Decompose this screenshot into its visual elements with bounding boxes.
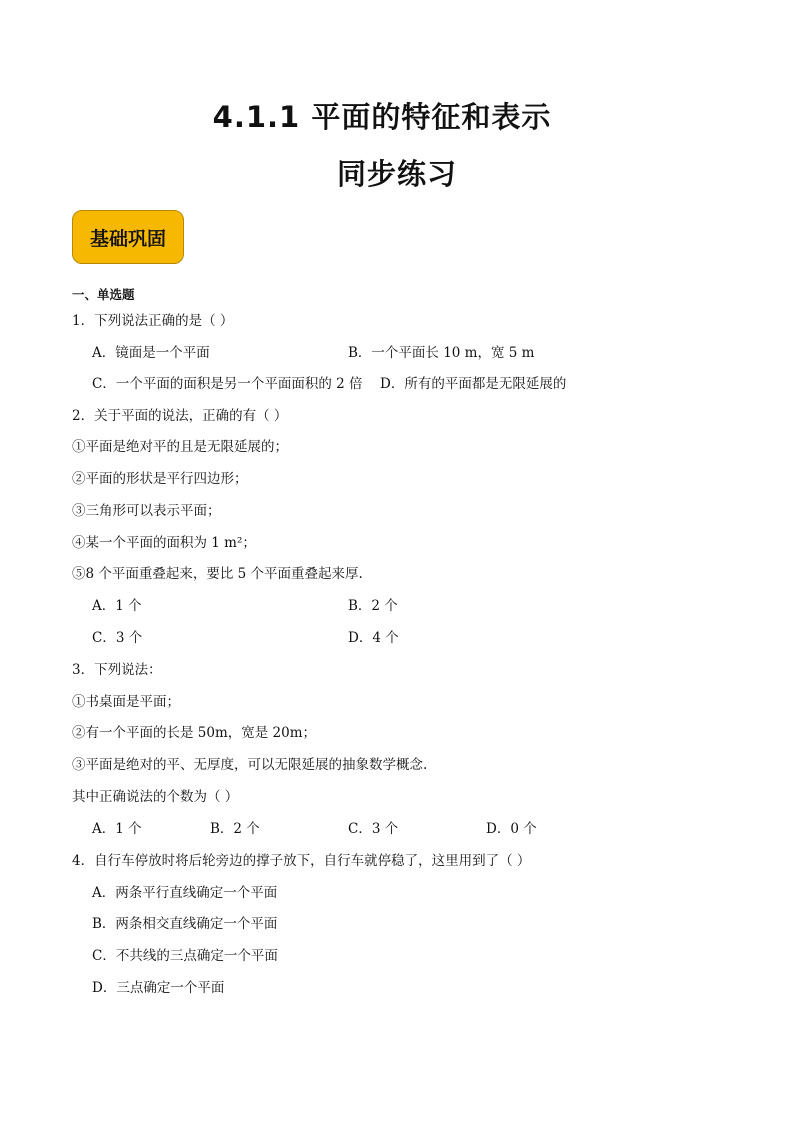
- question-3-statement-2: ②有一个平面的长是 50m，宽是 20m；: [72, 725, 317, 741]
- question-1-option-b: B．一个平面长 10 m，宽 5 m: [348, 345, 535, 361]
- question-3-question: 其中正确说法的个数为（ ）: [72, 789, 239, 805]
- question-2-statement-2: ②平面的形状是平行四边形；: [72, 471, 248, 487]
- question-4-option-c: C．不共线的三点确定一个平面: [92, 948, 278, 964]
- question-1-option-d: D．所有的平面都是无限延展的: [380, 376, 567, 392]
- question-4-option-b: B．两条相交直线确定一个平面: [92, 916, 278, 932]
- question-3-stem: 3．下列说法：: [72, 662, 162, 678]
- question-3-statement-1: ①书桌面是平面；: [72, 694, 180, 710]
- section-badge: 基础巩固: [72, 210, 184, 264]
- question-2-option-c: C．3 个: [92, 630, 143, 646]
- question-2-statement-1: ①平面是绝对平的且是无限延展的；: [72, 439, 288, 455]
- question-3-statement-3: ③平面是绝对的平、无厚度，可以无限延展的抽象数学概念.: [72, 757, 428, 773]
- question-2-statement-5: ⑤8 个平面重叠起来，要比 5 个平面重叠起来厚.: [72, 566, 363, 582]
- question-3-option-b: B．2 个: [210, 821, 260, 837]
- question-2-stem: 2．关于平面的说法，正确的有（ ）: [72, 408, 288, 424]
- question-4-option-d: D．三点确定一个平面: [92, 980, 225, 996]
- page-subtitle: 同步练习: [336, 157, 457, 191]
- question-3-option-c: C．3 个: [348, 821, 399, 837]
- question-2-option-a: A．1 个: [92, 598, 142, 614]
- question-1-option-a: A．镜面是一个平面: [92, 345, 210, 361]
- page-title: 4.1.1 平面的特征和表示: [212, 100, 552, 134]
- question-2-statement-3: ③三角形可以表示平面；: [72, 503, 221, 519]
- question-4-stem: 4．自行车停放时将后轮旁边的撑子放下，自行车就停稳了，这里用到了（ ）: [72, 853, 531, 869]
- question-2-statement-4: ④某一个平面的面积为 1 m²；: [72, 535, 256, 551]
- question-2-option-d: D．4 个: [348, 630, 399, 646]
- section-heading: 一、单选题: [72, 287, 135, 302]
- question-1-stem: 1．下列说法正确的是（ ）: [72, 313, 234, 329]
- question-2-option-b: B．2 个: [348, 598, 398, 614]
- question-3-option-a: A．1 个: [92, 821, 142, 837]
- question-4-option-a: A．两条平行直线确定一个平面: [92, 885, 278, 901]
- question-1-option-c: C．一个平面的面积是另一个平面面积的 2 倍: [92, 376, 363, 392]
- question-3-option-d: D．0 个: [486, 821, 537, 837]
